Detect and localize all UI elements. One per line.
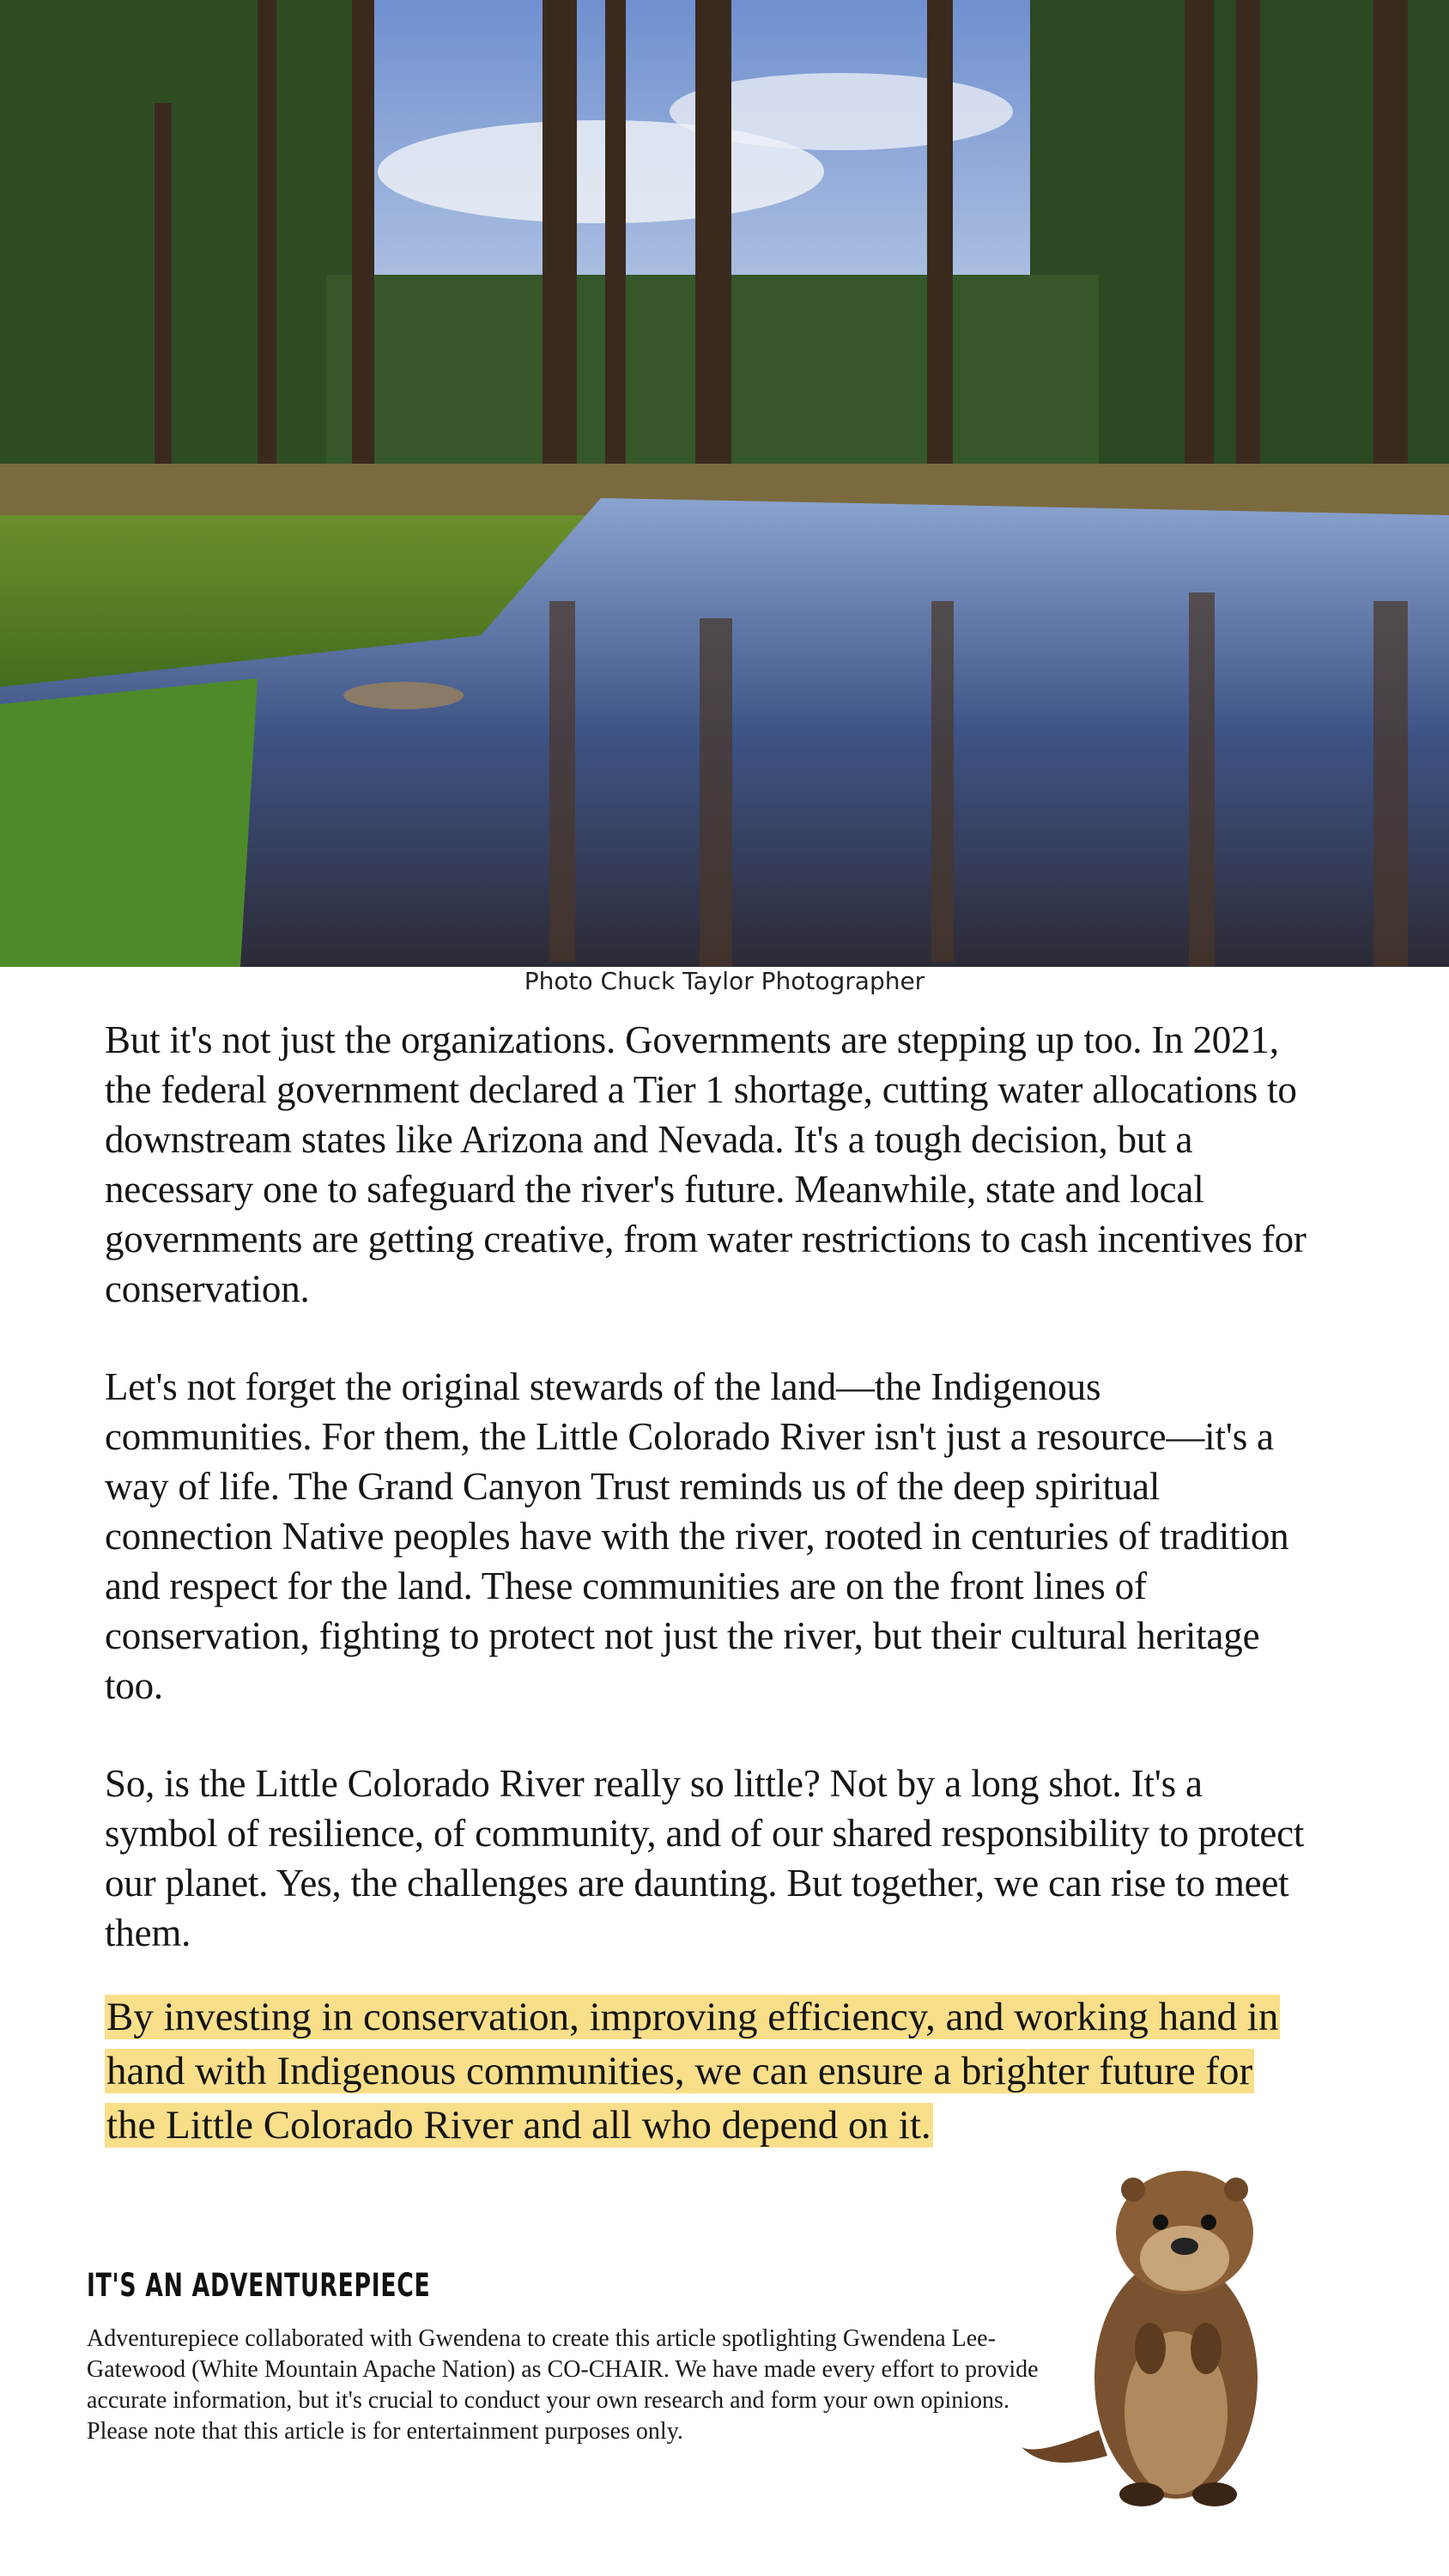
forest-river-landscape: [0, 0, 1449, 967]
photo-credit: Photo Chuck Taylor Photographer: [524, 967, 925, 995]
hero-photo: [0, 0, 1449, 967]
highlighted-callout: [105, 1990, 1307, 2153]
paragraph-conclusion: So, is the Little Colorado River really so little? Not by a long shot. It's a symbol of resilience, of community, and of our shared responsibility to protect our planet. Yes, the challenges are daunting. But together, we can rise to meet them.: [105, 1762, 1305, 1954]
highlighted-callout-text: By investing in conservation, improving efficiency, and working hand in hand with Indigenous communities, we can ensure a brighter future for the Little Colorado River and all who depend on it.: [106, 1995, 1279, 2148]
footer-disclaimer: Adventurepiece collaborated with Gwendena to create this article spotlighting Gwendena Lee-Gatewood (White Mountain Apache Nation) as CO-CHAIR. We have made every effort to provide accurate information, but it's crucial to conduct your own research and form your own opinions. Please note that this article is for entertainment purposes only.: [87, 2325, 1039, 2445]
paragraph-indigenous: Let's not forget the original stewards of the land—the Indigenous communities. For them, the Little Colorado River isn't just a resource—it's a way of life. The Grand Canyon Trust reminds us of the deep spiritual connection Native peoples have with the river, rooted in centuries of tradition and respect for the land. These communities are on the front lines of conservation, fighting to protect not just the river, but their cultural heritage too.: [105, 1365, 1289, 1707]
footer-heading: IT'S AN ADVENTUREPIECE: [87, 2267, 431, 2304]
otter-icon: [1013, 2155, 1322, 2516]
paragraph-governments: But it's not just the organizations. Governments are stepping up too. In 2021, the federal government declared a Tier 1 shortage, cutting water allocations to downstream states like Arizona and Nevada. It's a tough decision, but a necessary one to safeguard the river's future. Meanwhile, state and local governments are getting creative, from water restrictions to cash incentives for conservation.: [105, 1018, 1307, 1310]
